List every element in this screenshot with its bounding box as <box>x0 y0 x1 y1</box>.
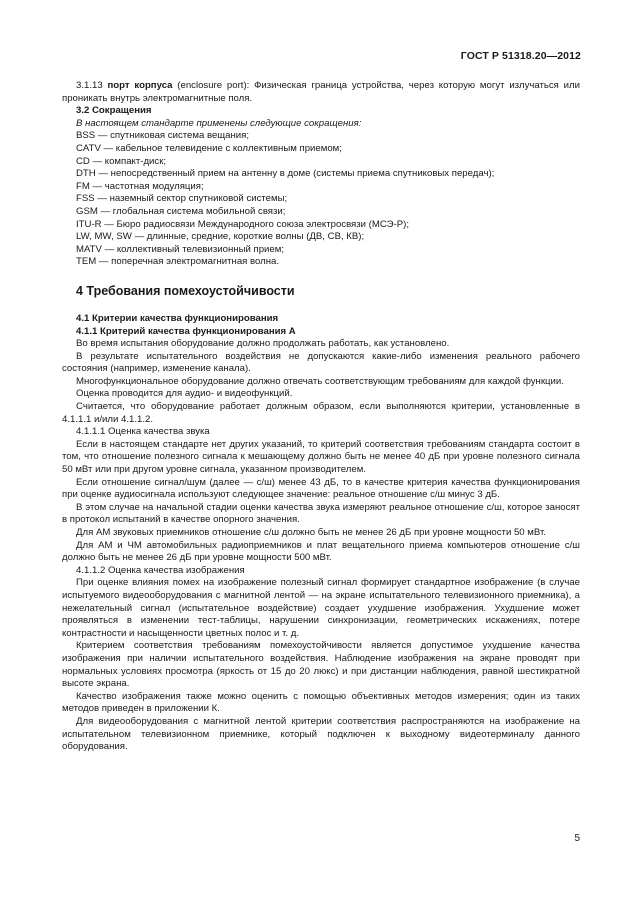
definition-text: (enclosure port): Физическая граница устройства, через которую могут излучаться или проникать внутрь электромагнитные поля. <box>62 80 581 104</box>
abbreviations-list <box>62 130 580 269</box>
paragraph: Многофункциональное оборудование должно отвечать соответствующим требованиям для каждой функции. <box>76 375 564 387</box>
abbreviation-item: FSS — наземный сектор спутниковой системы; <box>76 193 288 205</box>
abbreviation-item: BSS — спутниковая система вещания; <box>76 130 250 142</box>
abbreviations-intro: В настоящем стандарте применены следующие сокращения: <box>76 117 362 129</box>
abbreviation-item: FM — частотная модуляция; <box>76 180 204 192</box>
paragraph: Критерием соответствия требованиям помехоустойчивости является допустимое ухудшение качества изображения при наличии испытательного воздействия. Наблюдение изображения на экране проводят при нормальных условиях просмотра (яркость от 15 до 20 люкс) и при дистанции наблюдения, равной шестикратной высоте экрана. <box>62 640 580 690</box>
paragraph: Если отношение сигнал/шум (далее — с/ш) менее 43 дБ, то в качестве критерия качества функционирования при оценке аудиосигнала используют следующее значение: реальное отношение с/ш минус 3 дБ. <box>62 476 580 501</box>
section-4-heading: 4 Требования помехоустойчивости <box>76 283 295 298</box>
paragraph: При оценке влияния помех на изображение полезный сигнал формирует стандартное изображение (в случае испытуемого видеооборудования с магнитной лентой — на экране испытательного телевизионного приемника), а нежелательный сигнал (испытательное воздействие) создает ухудшение изображения. Ухудшение может проявляться в изменении тест-таблицы, нарушении синхронизации, геометрических искажениях, потере контрастности и насыщенности цветных полос и т. д. <box>62 577 580 639</box>
section-4-1-heading: 4.1 Критерии качества функционирования <box>76 312 279 324</box>
page-number: 5 <box>574 833 580 844</box>
abbreviation-item: CATV — кабельное телевидение с коллективным приемом; <box>76 142 342 154</box>
paragraph: Качество изображения также можно оценить с помощью объективных методов измерения; один из таких методов приведен в приложении К. <box>62 690 580 715</box>
paragraph: В этом случае на начальной стадии оценки качества звука измеряют реальное отношение с/ш, которое заносят в протокол испытаний в качестве опорного значения. <box>62 501 580 526</box>
abbreviations-heading: 3.2 Сокращения <box>76 105 152 117</box>
paragraph: В результате испытательного воздействия не допускаются какие-либо изменения реального рабочего состояния (например, изменение канала). <box>62 350 580 375</box>
abbreviation-item: MATV — коллективный телевизионный прием; <box>76 243 284 255</box>
definition-3-1-13 <box>62 80 580 105</box>
definition-term: порт корпуса <box>107 80 173 91</box>
paragraph: Оценка проводится для аудио- и видеофункций. <box>76 388 293 400</box>
paragraph: Считается, что оборудование работает должным образом, если выполняются критерии, установленные в 4.1.1.1 и/или 4.1.1.2. <box>62 401 580 425</box>
subsection-4-1-1-1-heading: 4.1.1.1 Оценка качества звука <box>76 426 210 438</box>
abbreviation-item: GSM — глобальная система мобильной связи; <box>76 205 286 217</box>
paragraph: Для АМ звуковых приемников отношение с/ш должно быть не менее 26 дБ при уровне мощности 50 мВт. <box>76 527 546 538</box>
paragraph: Для АМ и ЧМ автомобильных радиоприемников и плат вещательного приема компьютеров отношение с/ш должно быть не менее 26 дБ при уровне мощности 500 мВт. <box>62 539 580 564</box>
section-4-1-1-heading: 4.1.1 Критерий качества функционирования А <box>76 325 296 337</box>
definition-number: 3.1.13 <box>76 80 108 91</box>
abbreviation-item: DTH — непосредственный прием на антенну в доме (системы приема спутниковых передач); <box>76 168 495 180</box>
abbreviation-item: CD — компакт-диск; <box>76 155 167 167</box>
standard-header: ГОСТ Р 51318.20—2012 <box>460 50 581 62</box>
abbreviation-item: TEM — поперечная электромагнитная волна. <box>76 256 280 268</box>
paragraph: Для видеооборудования с магнитной лентой критерии соответствия распространяются на изображение на испытательном телевизионном приемнике, который подключен к выходному видеотерминалу данного оборудования. <box>62 715 580 753</box>
page-content <box>62 80 580 754</box>
subsection-4-1-1-2-heading: 4.1.1.2 Оценка качества изображения <box>76 564 245 576</box>
paragraph: Если в настоящем стандарте нет других указаний, то критерий соответствия требованиям стандарта состоит в том, что отношение полезного сигнала к мешающему должно быть не менее 40 дБ при уровне полезного сигнала 50 мВт или при другом уровне сигнала, указанном производителем. <box>62 438 580 476</box>
abbreviation-item: LW, MW, SW — длинные, средние, короткие волны (ДВ, СВ, КВ); <box>76 231 365 243</box>
abbreviation-item: ITU-R — Бюро радиосвязи Международного союза электросвязи (МСЭ-Р); <box>76 218 410 230</box>
paragraph: Во время испытания оборудование должно продолжать работать, как установлено. <box>76 338 450 350</box>
